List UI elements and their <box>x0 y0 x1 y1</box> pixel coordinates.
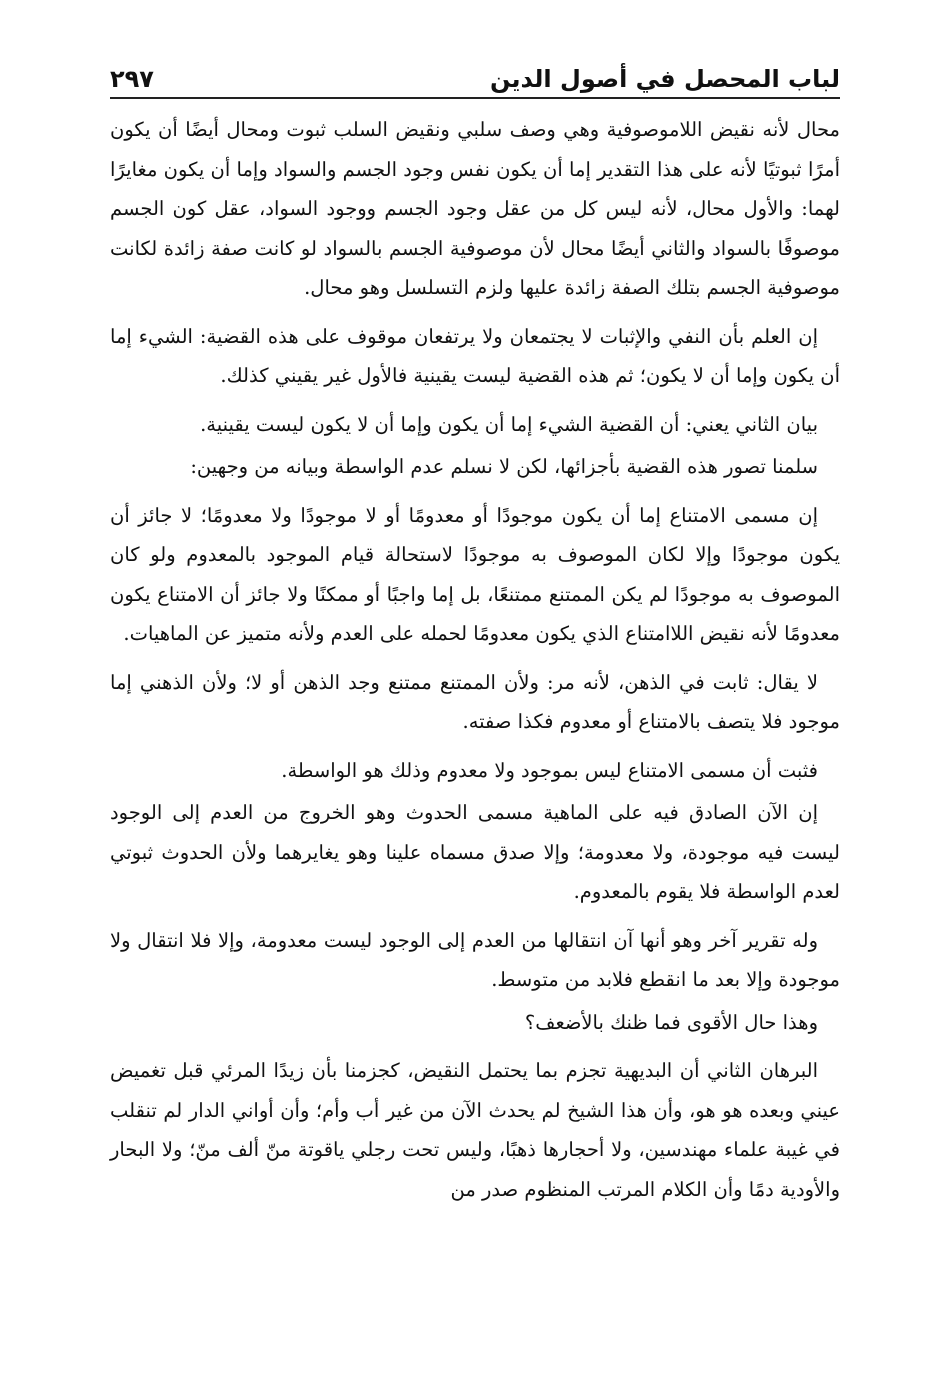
paragraph: فثبت أن مسمى الامتناع ليس بموجود ولا معدوم وذلك هو الواسطة. <box>281 758 818 782</box>
paragraph: محال لأنه نقيض اللاموصوفية وهي وصف سلبي ونقيض السلب ثبوت ومحال أيضًا أن يكون أمرًا ثبوتيًا لأنه على هذا التقدير إما أن يكون نفس وجود الجسم والسواد وإما أن يكون مغايرًا لهما: والأول محال، لأنه ليس كل من عقل وجود الجسم ووجود السواد، عقل كون الجسم موصوفًا بالسواد والثاني أيضًا محال لأن موصوفية الجسم بالسواد لو كانت صفة زائدة لكانت موصوفية الجسم بتلك الصفة زائدة عليها ولزم التسلسل وهو محال. <box>110 118 840 299</box>
paragraph: البرهان الثاني أن البديهية تجزم بما يحتمل النقيض، كجزمنا بأن زيدًا المرئي قبل تغميض عيني وبعده هو هو، وأن هذا الشيخ لم يحدث الآن من غير أب وأم؛ وأن أواني الدار لم تنقلب في غيبة علماء مهندسين، ولا أحجارها ذهبًا، وليس تحت رجلي ياقوتة منّ ألف منّ؛ ولا البحار والأودية دمًا وأن الكلام المرتب المنظوم صدر من <box>110 1059 840 1201</box>
paragraph: وله تقرير آخر وهو أنها آن انتقالها من العدم إلى الوجود ليست معدومة، وإلا فلا انتقال ولا موجودة وإلا بعد ما انقطع فلابد من متوسط. <box>110 928 840 991</box>
paragraph: وهذا حال الأقوى فما ظنك بالأضعف؟ <box>524 1010 818 1034</box>
running-title: لباب المحصل في أصول الدين <box>489 65 840 93</box>
body-text <box>110 110 840 1218</box>
paragraph: إن العلم بأن النفي والإثبات لا يجتمعان ولا يرتفعان موقوف على هذه القضية: الشيء إما أن يكون وإما أن لا يكون؛ ثم هذه القضية ليست يقينية فالأول غير يقيني كذلك. <box>110 324 840 387</box>
page-header <box>110 55 840 99</box>
paragraph: إن الآن الصادق فيه على الماهية مسمى الحدوث وهو الخروج من العدم إلى الوجود ليست فيه موجودة، ولا معدومة؛ وإلا صدق مسماه علينا وهو يغايرهما ولأن الحدوث ثبوتي لعدم الواسطة فلا يقوم بالمعدوم. <box>110 801 840 903</box>
paragraph: سلمنا تصور هذه القضية بأجزائها، لكن لا نسلم عدم الواسطة وبيانه من وجهين: <box>190 455 818 478</box>
page-number: ٢٩٧ <box>110 65 154 93</box>
paragraph: إن مسمى الامتناع إما أن يكون موجودًا أو معدومًا أو لا موجودًا ولا معدومًا؛ لا جائز أن يكون موجودًا وإلا لكان الموصوف به موجودًا لاستحالة قيام الموجود بالمعدوم ولو كان الموصوف به موجودًا لم يكن الممتنع ممتنعًا، بل إما واجبًا أو ممكنًا ولا جائز أن الامتناع يكون معدومًا لأنه نقيض اللاامتناع الذي يكون معدومًا لحمله على العدم ولأنه متميز عن الماهيات. <box>110 503 840 645</box>
paragraph: بيان الثاني يعني: أن القضية الشيء إما أن يكون وإما أن لا يكون ليست يقينية. <box>200 412 818 436</box>
paragraph: لا يقال: ثابت في الذهن، لأنه مر: ولأن الممتنع ممتنع وجد الذهن أو لا؛ ولأن الذهني إما موجود فلا يتصف بالامتناع أو معدوم فكذا صفته. <box>110 670 840 733</box>
